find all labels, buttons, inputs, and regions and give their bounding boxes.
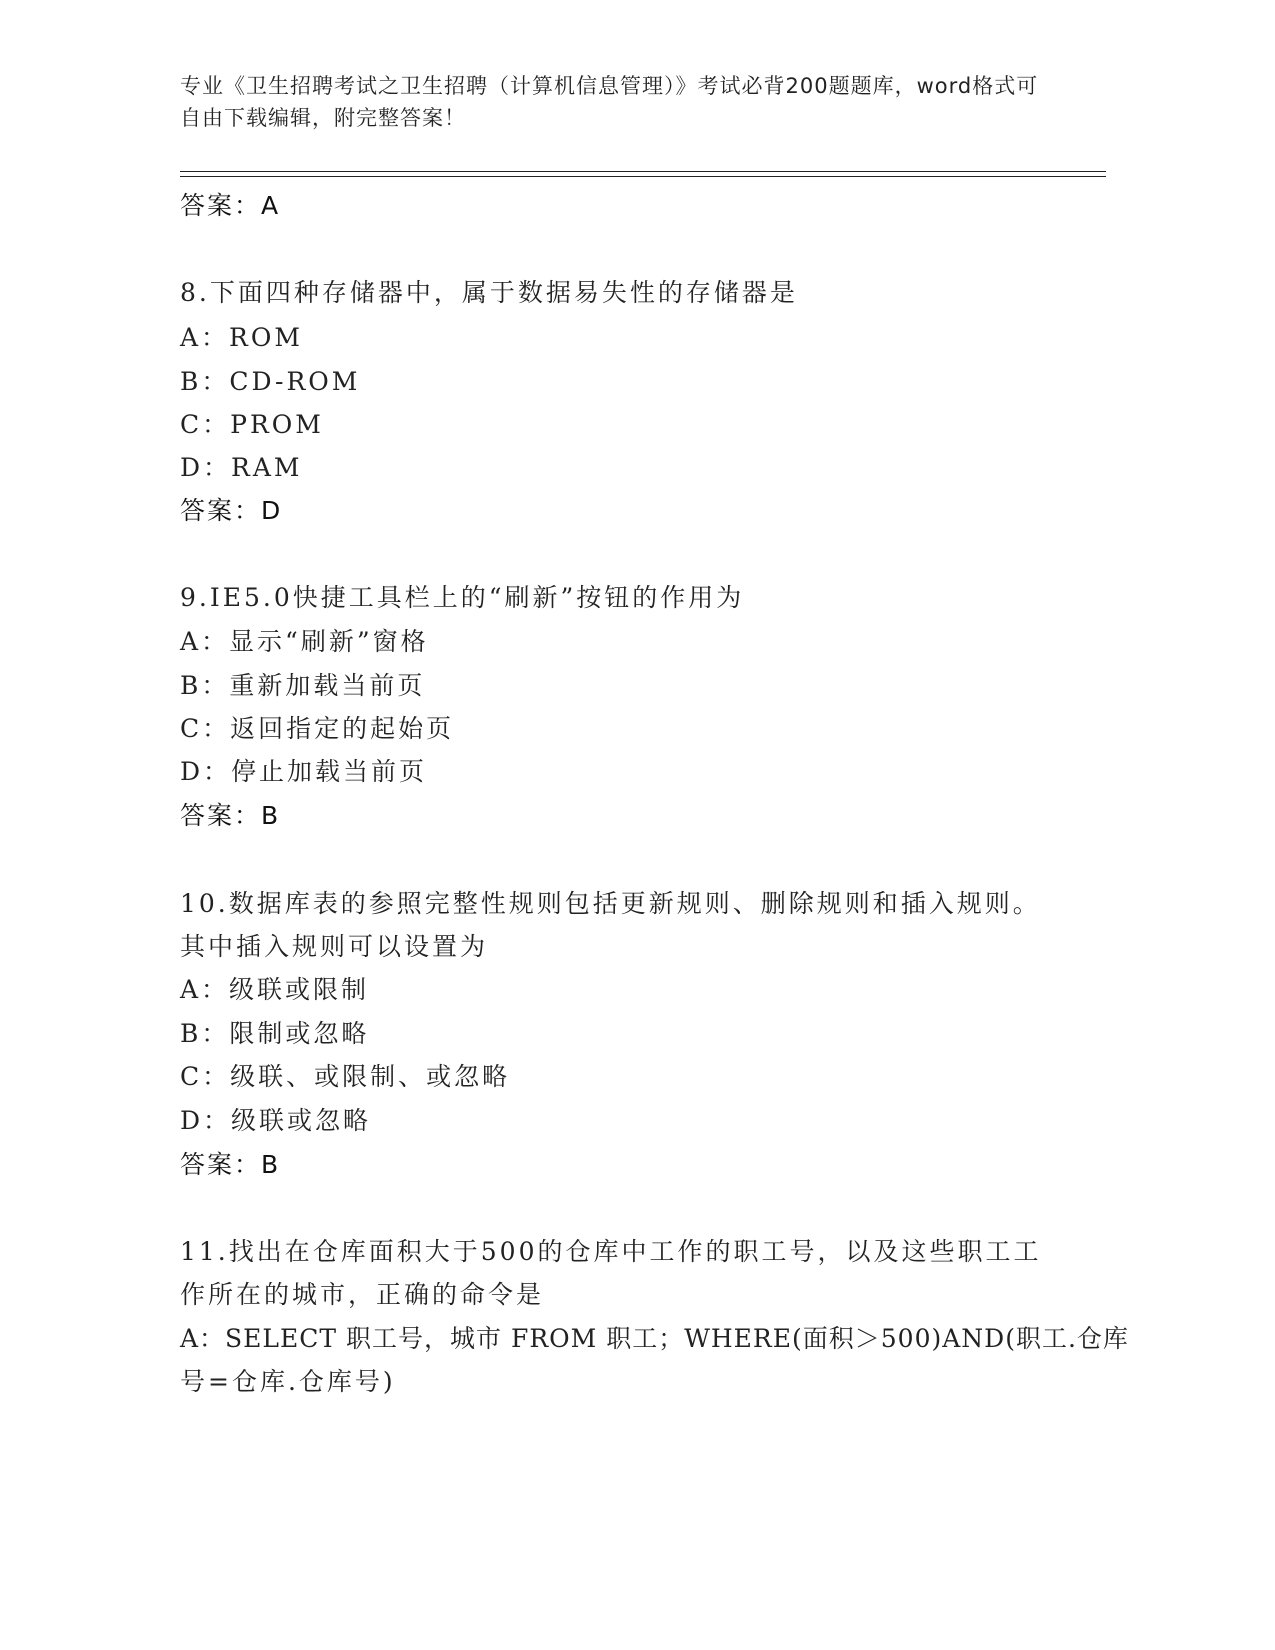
question-8-option-d: D：RAM [180, 453, 303, 482]
question-11-option-a-line-2: 号=仓库.仓库号) [180, 1367, 396, 1396]
header-divider-bottom [180, 176, 1106, 177]
question-8-option-a: A：ROM [180, 323, 303, 352]
header-divider-top [180, 171, 1106, 172]
question-8-stem: 8.下面四种存储器中，属于数据易失性的存储器是 [180, 278, 798, 307]
question-11-option-a-line-1: A：SELECT 职工号，城市 FROM 职工；WHERE(面积＞500)AND(职工.仓库 [180, 1324, 1129, 1353]
question-8-option-b: B：CD-ROM [180, 367, 361, 396]
question-10-option-b: B：限制或忽略 [180, 1019, 370, 1048]
question-9-option-a: A：显示“刷新”窗格 [180, 627, 429, 656]
question-9-stem: 9.IE5.0快捷工具栏上的“刷新”按钮的作用为 [180, 583, 745, 612]
document-intro: 专业《卫生招聘考试之卫生招聘（计算机信息管理）》考试必背200题题库，word格式可自由下载编辑，附完整答案！ [180, 74, 1039, 130]
question-10-stem-line-2: 其中插入规则可以设置为 [180, 932, 489, 961]
question-10-option-a: A：级联或限制 [180, 975, 370, 1004]
question-9-option-c: C：返回指定的起始页 [180, 714, 455, 743]
previous-answer: 答案：A [180, 191, 281, 220]
question-9-answer: 答案：B [180, 801, 281, 830]
question-10-option-d: D：级联或忽略 [180, 1106, 372, 1135]
question-9-option-b: B：重新加载当前页 [180, 671, 426, 700]
question-10-stem-line-1: 10.数据库表的参照完整性规则包括更新规则、删除规则和插入规则。 [180, 889, 1041, 918]
question-10-option-c: C：级联、或限制、或忽略 [180, 1062, 511, 1091]
question-11-stem-line-2: 作所在的城市，正确的命令是 [180, 1280, 545, 1309]
question-8-answer: 答案：D [180, 496, 283, 525]
question-9-option-d: D：停止加载当前页 [180, 757, 428, 786]
question-8-option-c: C：PROM [180, 410, 324, 439]
question-11-stem-line-1: 11.找出在仓库面积大于500的仓库中工作的职工号，以及这些职工工 [180, 1237, 1042, 1266]
question-10-answer: 答案：B [180, 1150, 281, 1179]
